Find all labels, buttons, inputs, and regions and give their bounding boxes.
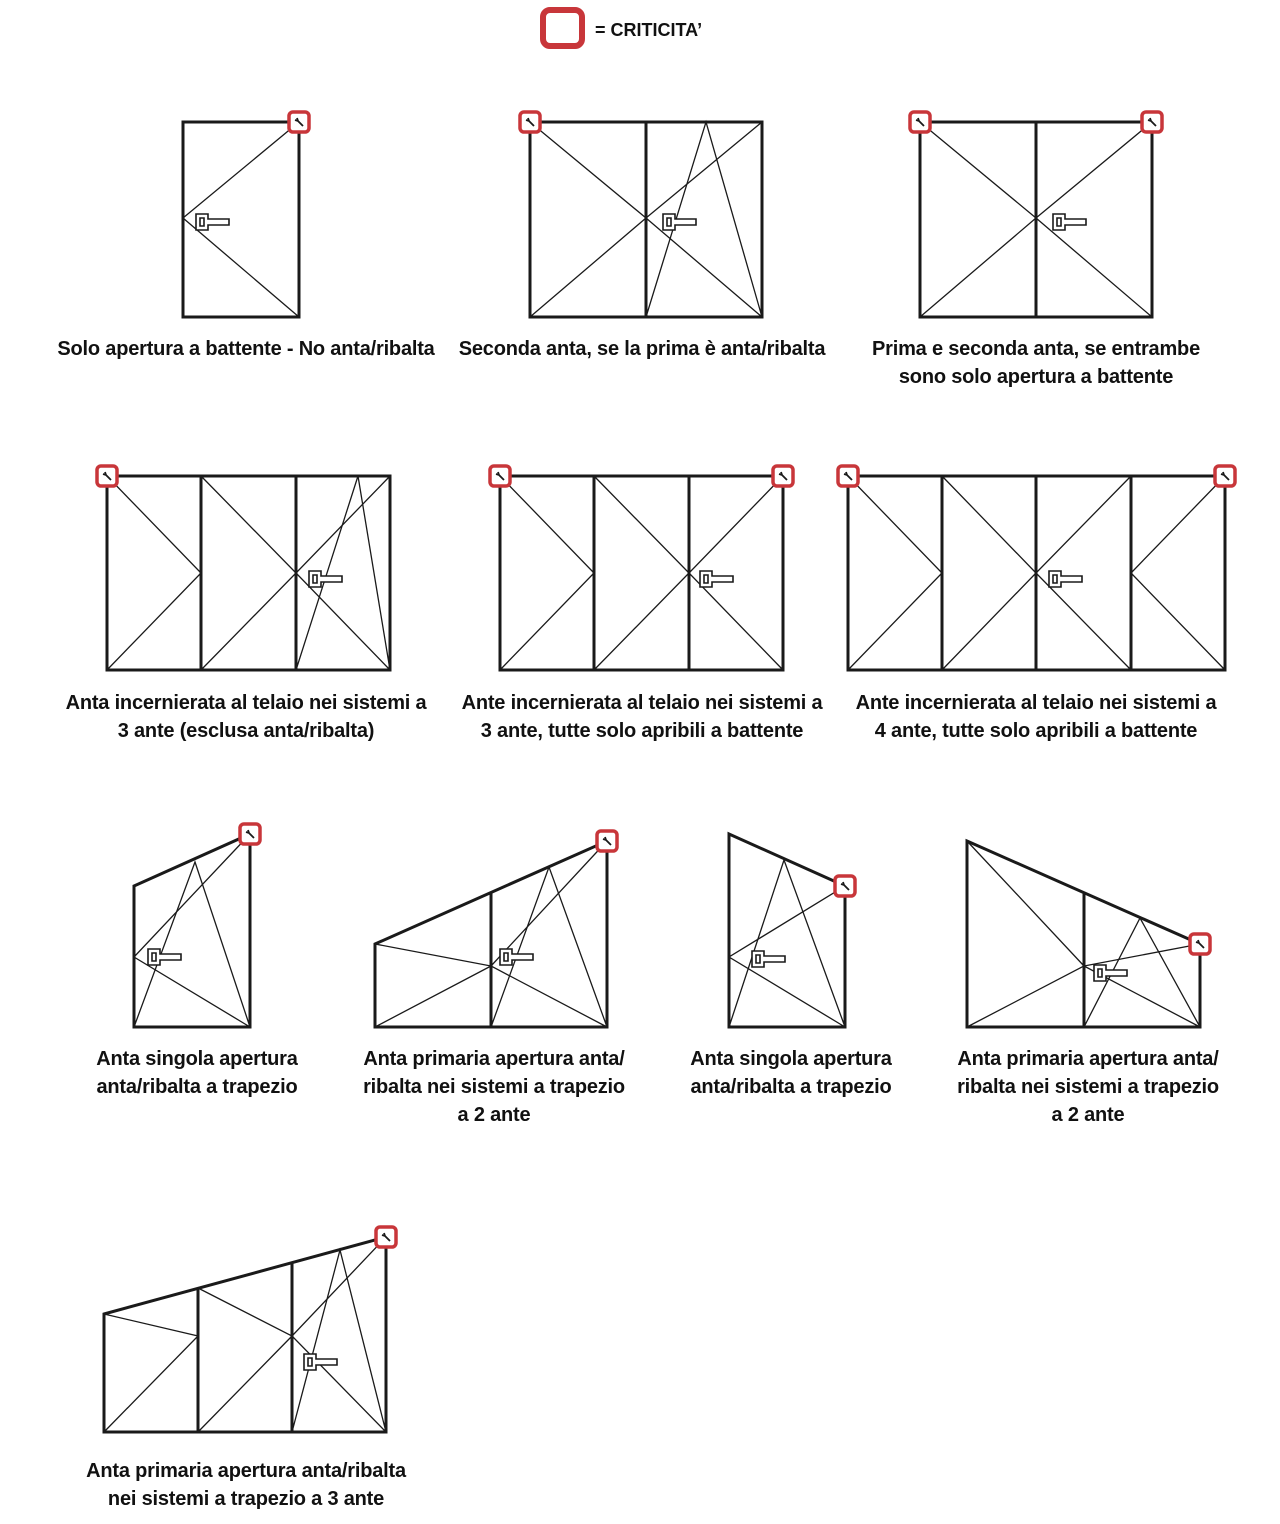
opening-lines-left xyxy=(375,944,491,1027)
caption-line: a 2 ante xyxy=(1051,1104,1125,1126)
caption-w2 xyxy=(459,335,826,363)
handle-icon xyxy=(148,949,181,965)
criticality-marker-icon xyxy=(910,112,930,132)
caption-line: 4 ante, tutte solo apribili a battente xyxy=(874,720,1198,742)
opening-lines xyxy=(848,476,942,670)
window-w6 xyxy=(848,476,1225,670)
opening-lines xyxy=(1131,476,1225,670)
legend-label: = CRITICITA’ xyxy=(595,20,703,40)
caption-line: Anta incernierata al telaio nei sistemi a xyxy=(65,692,427,714)
caption-line: Anta primaria apertura anta/ribalta xyxy=(86,1460,406,1482)
caption-w7 xyxy=(96,1045,297,1101)
opening-lines-left xyxy=(967,841,1084,1027)
tilt-lines xyxy=(292,1250,386,1432)
window-w2 xyxy=(530,122,762,317)
caption-w4 xyxy=(66,689,427,745)
caption-line: anta/ribalta a trapezio xyxy=(96,1076,298,1098)
criticality-marker-icon xyxy=(838,466,858,486)
caption-w1 xyxy=(57,335,434,363)
window-frame xyxy=(729,834,845,1027)
handle-icon xyxy=(304,1354,337,1370)
opening-lines xyxy=(104,1314,198,1432)
window-w9 xyxy=(729,834,845,1027)
caption-line: Anta primaria apertura anta/ xyxy=(957,1048,1219,1070)
window-w3 xyxy=(920,122,1152,317)
opening-lines xyxy=(107,476,201,670)
criticality-marker-icon xyxy=(1190,934,1210,954)
opening-lines xyxy=(500,476,594,670)
caption-line: Anta singola apertura xyxy=(690,1048,892,1070)
criticality-marker-icon xyxy=(1142,112,1162,132)
legend xyxy=(543,10,582,46)
criticality-marker-icon xyxy=(240,824,260,844)
opening-lines xyxy=(942,476,1036,670)
opening-lines xyxy=(594,476,689,670)
caption-line: Seconda anta, se la prima è anta/ribalta xyxy=(458,338,826,360)
window-frame xyxy=(134,834,250,1027)
criticality-marker-icon xyxy=(597,831,617,851)
window-frame xyxy=(107,476,390,670)
caption-line: a 2 ante xyxy=(457,1104,531,1126)
handle-icon xyxy=(1053,214,1086,230)
opening-lines xyxy=(292,1237,386,1432)
legend-criticality-marker xyxy=(543,10,582,46)
opening-lines xyxy=(198,1288,292,1432)
criticality-marker-icon xyxy=(773,466,793,486)
caption-line: Prima e seconda anta, se entrambe xyxy=(872,338,1200,360)
window-w4 xyxy=(107,476,390,670)
caption-line: 3 ante, tutte solo apribili a battente xyxy=(480,720,804,742)
opening-lines-left xyxy=(530,122,646,317)
criticality-marker-icon xyxy=(835,876,855,896)
criticality-marker-icon xyxy=(97,466,117,486)
caption-w11 xyxy=(86,1457,406,1513)
caption-line: Ante incernierata al telaio nei sistemi a xyxy=(461,692,823,714)
handle-icon xyxy=(309,571,342,587)
caption-w10 xyxy=(957,1045,1219,1129)
handle-icon xyxy=(500,949,533,965)
window-w11 xyxy=(104,1237,386,1432)
caption-w8 xyxy=(363,1045,625,1129)
caption-w3 xyxy=(872,335,1200,391)
caption-line: Anta singola apertura xyxy=(96,1048,298,1070)
opening-lines xyxy=(729,886,845,1027)
handle-icon xyxy=(700,571,733,587)
criticality-marker-icon xyxy=(490,466,510,486)
caption-line: 3 ante (esclusa anta/ribalta) xyxy=(117,720,375,742)
opening-lines-left xyxy=(920,122,1036,317)
criticality-marker-icon xyxy=(376,1227,396,1247)
handle-icon xyxy=(1094,965,1127,981)
caption-line: ribalta nei sistemi a trapezio xyxy=(363,1076,625,1098)
handle-icon xyxy=(663,214,696,230)
criticality-marker-icon xyxy=(289,112,309,132)
handle-icon xyxy=(1049,571,1082,587)
window-w5 xyxy=(500,476,783,670)
window-w7 xyxy=(134,834,250,1027)
opening-lines xyxy=(201,476,296,670)
window-w10 xyxy=(967,841,1200,1027)
caption-line: ribalta nei sistemi a trapezio xyxy=(957,1076,1219,1098)
caption-line: anta/ribalta a trapezio xyxy=(690,1076,892,1098)
caption-line: nei sistemi a trapezio a 3 ante xyxy=(107,1488,385,1510)
caption-w6 xyxy=(856,689,1217,745)
opening-lines xyxy=(134,834,250,1027)
tilt-lines xyxy=(729,860,845,1027)
window-frame xyxy=(500,476,783,670)
caption-w9 xyxy=(690,1045,891,1101)
caption-line: Ante incernierata al telaio nei sistemi a xyxy=(855,692,1217,714)
criticality-marker-icon xyxy=(1215,466,1235,486)
criticality-marker-icon xyxy=(520,112,540,132)
caption-line: Anta primaria apertura anta/ xyxy=(363,1048,625,1070)
opening-lines-right xyxy=(1084,944,1200,1027)
window-w8 xyxy=(375,841,607,1027)
caption-line: Solo apertura a battente - No anta/ribalta xyxy=(57,338,435,360)
caption-w5 xyxy=(462,689,823,745)
handle-icon xyxy=(752,951,785,967)
caption-line: sono solo apertura a battente xyxy=(898,366,1174,388)
tilt-lines xyxy=(134,862,250,1027)
handle-icon xyxy=(196,214,229,230)
